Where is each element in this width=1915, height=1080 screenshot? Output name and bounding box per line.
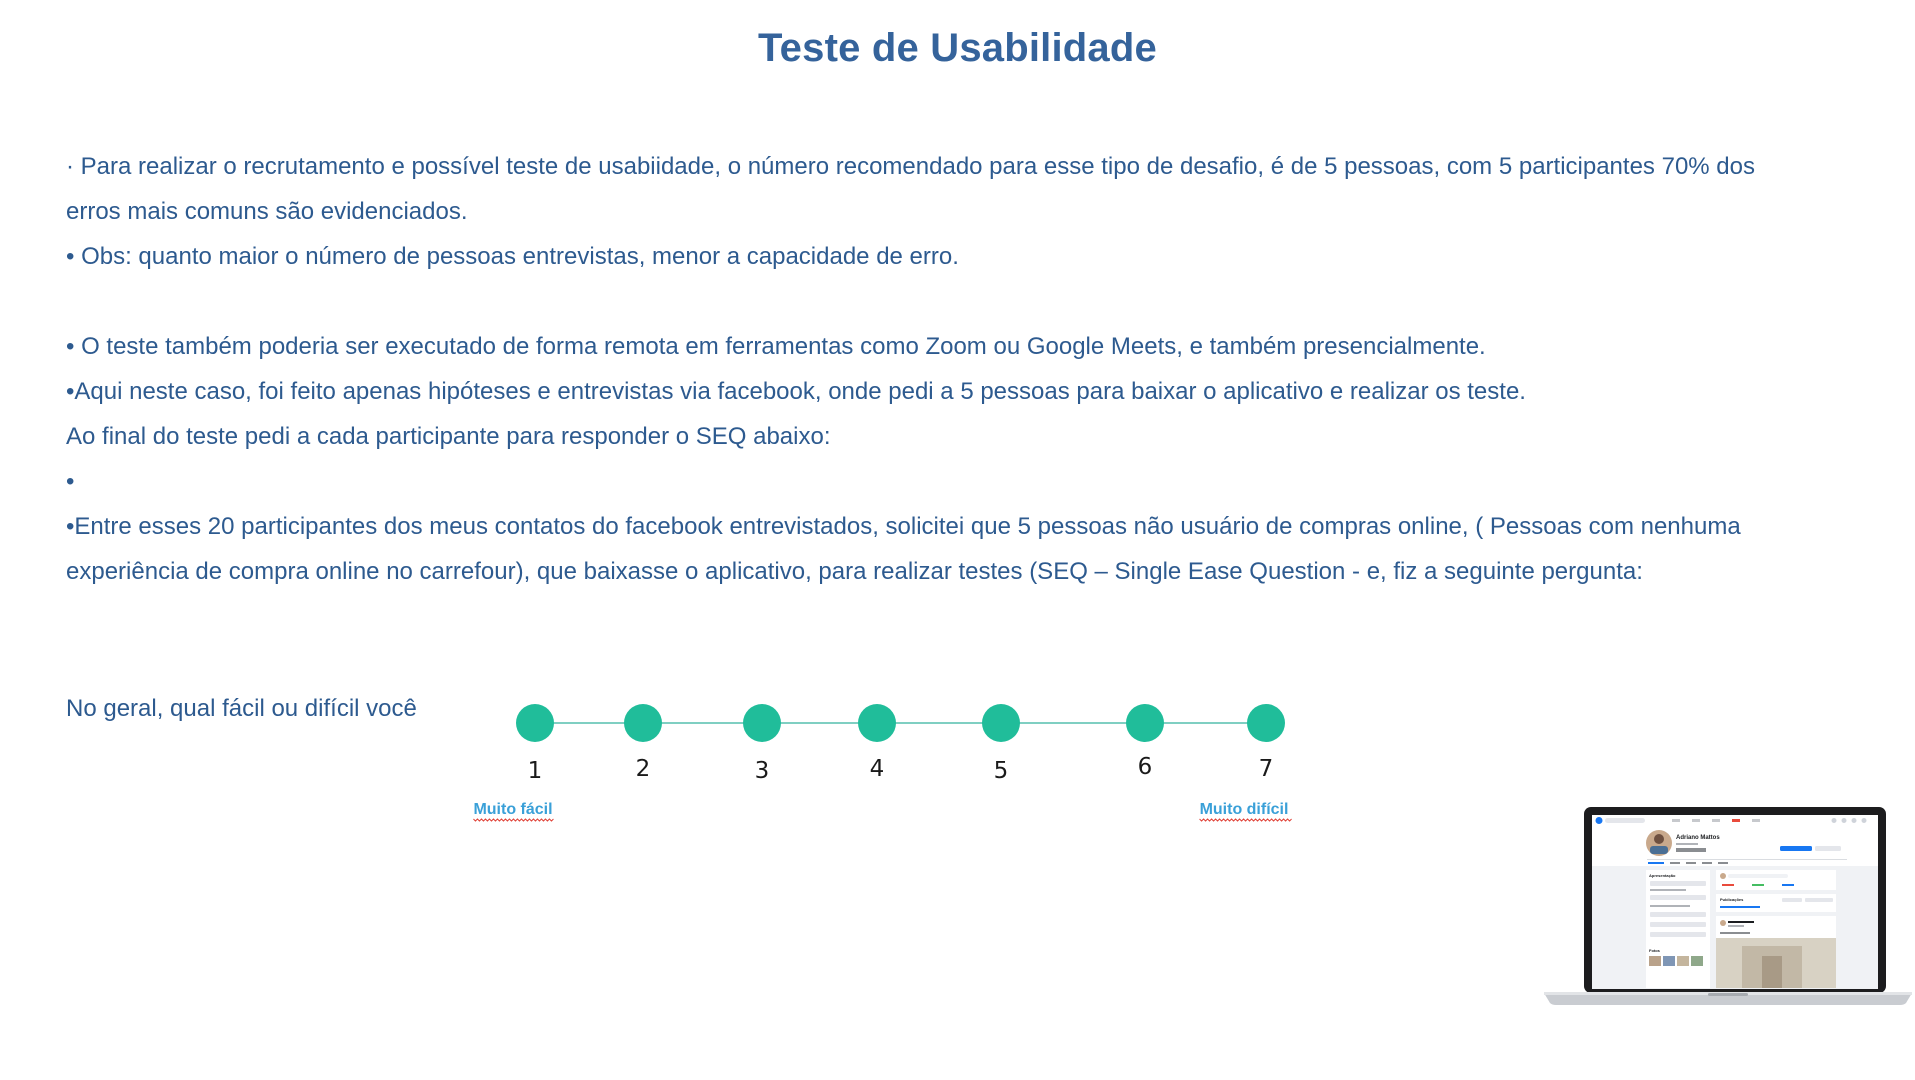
scale-number-1: 1 (527, 758, 543, 784)
scale-point-6 (1126, 704, 1164, 742)
paragraph-empty-bullet: • (66, 468, 75, 495)
scale-number-5: 5 (993, 758, 1009, 784)
laptop-section-posts: Publicações (1720, 897, 1744, 902)
scale-number-4: 4 (869, 756, 885, 782)
scale-number-7: 7 (1258, 756, 1274, 782)
scale-number-3: 3 (754, 758, 770, 784)
fb-search-bar (1605, 818, 1645, 823)
paragraph-facebook-interviews: •Aqui neste caso, foi feito apenas hipóteses e entrevistas via facebook, onde pedi a 5 pessoas para baixar o aplicativo e realizar os teste. (66, 378, 1526, 405)
page-title: Teste de Usabilidade (758, 26, 1157, 70)
laptop-screenshot (1542, 806, 1914, 1006)
fb-composer-card (1716, 870, 1836, 890)
fb-intro-card (1646, 870, 1710, 988)
scale-number-2: 2 (635, 756, 651, 782)
fb-edit-profile-button (1815, 846, 1841, 851)
seq-scale-svg (460, 690, 1320, 830)
paragraph-participants: •Entre esses 20 participantes dos meus contatos do facebook entrevistados, solicitei que 5 pessoas não usuário de compras online, ( Pessoas com nenhuma experiência de compra online no carrefour), que baixasse o aplicativo, para realizar testes (SEQ – Single Ease Question - e, fiz a seguinte pergunta: (66, 513, 1741, 585)
scale-high-label-spellcheck-underline (1200, 819, 1292, 821)
laptop-section-photos: Fotos (1649, 948, 1660, 953)
scale-point-4 (858, 704, 896, 742)
facebook-logo-icon (1596, 817, 1603, 824)
laptop-section-intro: Apresentação (1649, 873, 1676, 878)
scale-low-label: Muito fácil (473, 801, 553, 818)
paragraph-remote-test: • O teste também poderia ser executado de forma remota em ferramentas como Zoom ou Google Meets, e também presencialmente. (66, 333, 1486, 360)
scale-point-2 (624, 704, 662, 742)
scale-point-5 (982, 704, 1020, 742)
paragraph-seq-intro: Ao final do teste pedi a cada participante para responder o SEQ abaixo: (66, 423, 831, 450)
scale-number-6: 6 (1137, 754, 1153, 780)
scale-point-1 (516, 704, 554, 742)
scale-low-label-spellcheck-underline (473, 819, 553, 821)
paragraph-obs: • Obs: quanto maior o número de pessoas entrevistas, menor a capacidade de erro. (66, 243, 959, 270)
fb-add-story-button (1780, 846, 1812, 851)
laptop-illustration (1542, 806, 1914, 1006)
scale-point-3 (743, 704, 781, 742)
scale-point-7 (1247, 704, 1285, 742)
laptop-profile-name: Adriano Mattos (1676, 835, 1720, 841)
seq-rating-scale (460, 690, 1320, 830)
seq-question: No geral, qual fácil ou difícil você (66, 695, 417, 722)
paragraph-recruitment: · Para realizar o recrutamento e possível teste de usabiidade, o número recomendado para esse tipo de desafio, é de 5 pessoas, com 5 participantes 70% dos erros mais comuns são evidenciados. (66, 153, 1755, 225)
scale-high-label: Muito difícil (1199, 801, 1289, 818)
